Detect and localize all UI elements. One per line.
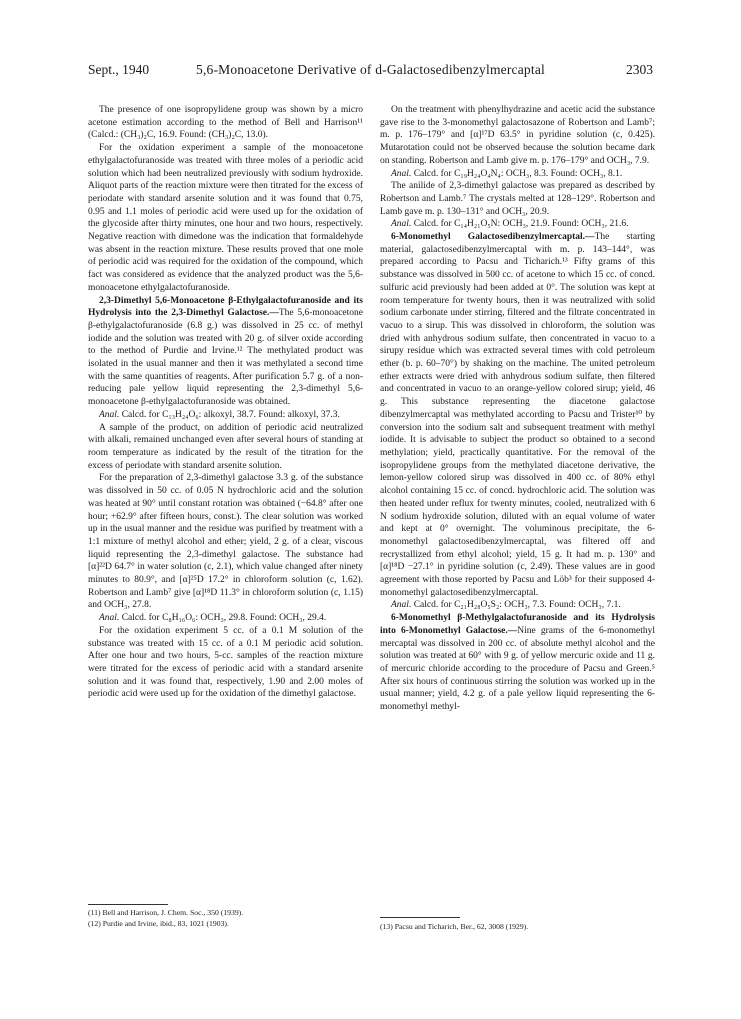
header-title: 5,6-Monoacetone Derivative of d-Galactosedibenzylmercaptal xyxy=(196,62,545,77)
analysis-text: Calcd. for C₁₄H₂₁O₅N: OCH₃, 21.9. Found: OCH₃, 21.6. xyxy=(413,219,629,230)
analysis-text: Calcd. for C₂₁H₂₈O₅S₂: OCH₃, 7.3. Found: OCH₃, 7.1. xyxy=(413,600,621,611)
body-paragraph: The presence of one isopropylidene group was shown by a micro acetone estimation according to the method of Bell and Harrison¹¹ (Calcd.: (CH₃)₂C, 16.9. Found: (CH₃)₂C, 13.0). xyxy=(88,105,363,141)
analysis-line xyxy=(380,168,655,181)
header-date: Sept., 1940 xyxy=(88,62,150,77)
body-paragraph: The anilide of 2,3-dimethyl galactose was prepared as described by Robertson and Lamb.⁷ The crystals melted at 128–129°. Robertson and Lamb gave m. p. 130–131° and OCH₃, 20.9. xyxy=(380,181,655,217)
header-page-number: 2303 xyxy=(626,62,653,77)
footnote: (13) Pacsu and Ticharich, Ber., 62, 3008 (1929). xyxy=(380,922,529,931)
analysis-text: Calcd. for C₁₉H₂₄O₄N₄: OCH₃, 8.3. Found: OCH₃, 8.1. xyxy=(413,168,623,179)
footnote: (12) Purdie and Irvine, ibid., 83, 1021 (1903). xyxy=(88,918,229,928)
section-heading: 6-Monomethyl β-Methylgalactofuranoside and its Hydrolysis into 6-Monomethyl Galactose.— xyxy=(380,613,655,636)
section-paragraph xyxy=(380,231,655,599)
section-heading: 2,3-Dimethyl 5,6-Monoacetone β-Ethylgalactofuranoside and its Hydrolysis into the 2,3-Dimethyl Galactose.— xyxy=(88,295,363,319)
section-paragraph xyxy=(380,612,655,714)
section-text: Nine grams of the 6-monomethyl mercaptal was dissolved in 200 cc. of absolute methyl alcohol and the solution was treated at 60° with 9 g. of yellow mercuric oxide and 11 g. of mercuric chloride according to the procedure of Pacsu and Green.⁵ After six hours of continuous stirring the solution was worked up in the usual manner; yield, 4.2 g. of a pale yellow liquid representing the 6-monomethyl methyl- xyxy=(380,625,655,713)
analysis-lead: Anal. xyxy=(99,613,120,624)
footnotes-left xyxy=(88,908,363,929)
body-paragraph: For the oxidation experiment 5 cc. of a 0.1 M solution of the substance was treated with 15 cc. of a 0.1 M periodic acid solution. After one hour and two hours, 5-cc. samples of the reaction mixture were titrated for the excess of periodic acid with a standard arsenite solution and it was found that, respectively, 1.90 and 2.00 moles of periodic acid were used up for the oxidation of the dimethyl galactose. xyxy=(88,625,363,700)
analysis-lead: Anal. xyxy=(391,168,412,179)
right-column xyxy=(380,104,655,714)
section-text: The 5,6-monoacetone β-ethylgalactofuranoside (6.8 g.) was dissolved in 25 cc. of methyl iodide and the solution was treated with 20 g. of silver oxide according to the method of Purdie and Irvine.¹² The methylated product was isolated in the usual manner and then it was methylated a second time with the same quantities of reagents. After purification 5.7 g. of a non-reducing pale yellow liquid representing the 2,3-dimethyl 5,6-monoacetone β-ethylgalactofuranoside was obtained. xyxy=(88,308,364,408)
running-header xyxy=(88,62,653,82)
section-text: The starting material, galactosedibenzylmercaptal with m. p. 143–144°, was prepared according to Pacsu and Ticharich.¹³ Fifty grams of this substance was dissolved in 500 cc. of acetone to which 15 cc. of concd. sulfuric acid previously had been added at 0°. The solution was kept at room temperature for twenty hours, then it was neutralized with solid sodium carbonate under stirring, filtered and the filtrate concentrated in vacuo to a sirup. This was dissolved in chloroform, the solution was dried with anhydrous sodium sulfate, then concentrated in vacuo to a sirupy residue which was extracted several times with cold petroleum ether (b. p. 60–70°) by shaking on the machine. The united petroleum ether extracts were dried with anhydrous sodium sulfate, then filtered and concentrated in vacuo to an orange-yellow colored sirup; yield, 46 g. This substance representing the diacetone galactose dibenzylmercaptal was methylated according to Pacsu and Trister¹⁰ by conversion into the sodium salt and subsequent treatment with methyl iodide. It is advisable to subject the product so obtained to a second methylation; yield, practically quantitative. For the removal of the isopropylidene groups from the methylated diacetone derivative, the lemon-yellow colored sirup was dissolved in 400 cc. of 80% ethyl alcohol containing 15 cc. of concd. hydrochloric acid. The solution was then heated under reflux for twenty minutes, cooled, neutralized with 6 N sodium hydroxide solution, diluted with an equal volume of water and kept at 0° overnight. The voluminous precipitate, the 6-monomethyl galactosedibenzylmercaptal, was filtered off and recrystallized from ethyl alcohol; yield, 15 g. It had m. p. 130° and [α]¹⁸D −27.1° in pyridine solution (c, 2.49). These values are in good agreement with those reported by Pacsu and Löb³ for their supposed 4-monomethyl galactosedibenzylmercaptal. xyxy=(380,232,656,598)
footnote-rule-left xyxy=(88,904,168,905)
analysis-lead: Anal. xyxy=(391,219,412,230)
body-paragraph: For the preparation of 2,3-dimethyl galactose 3.3 g. of the substance was dissolved in 50 cc. of 0.05 N hydrochloric acid and the solution was heated at 90° until constant rotation was obtained (−64.8° after one hour; +62.9° after fifteen hours, const.). The clear solution was worked up in the usual manner and the residue was purified by treatment with a 1:1 mixture of methyl alcohol and ether; yield, 2 g. of a clear, viscous liquid representing the 2,3-dimethyl galactose. The substance had [α]²²D 64.7° in water solution (c, 2.1), which value changed after ninety minutes to 80.9°, and [α]²⁵D 17.2° in chloroform solution (c, 1.62). Robertson and Lamb⁷ give [α]¹⁸D 11.3° in chloroform solution (c, 1.15) and OCH₃, 27.8. xyxy=(88,473,363,611)
section-paragraph xyxy=(88,295,363,409)
footnotes-right xyxy=(380,922,655,933)
analysis-line xyxy=(88,409,363,422)
analysis-line xyxy=(380,218,655,231)
analysis-line xyxy=(88,612,363,625)
analysis-lead: Anal. xyxy=(391,600,412,611)
analysis-text: Calcd. for C₁₃H₂₄O₆: alkoxyl, 38.7. Found: alkoxyl, 37.3. xyxy=(121,409,340,420)
body-paragraph: For the oxidation experiment a sample of the monoacetone ethylgalactofuranoside was treated with three moles of a periodic acid solution which had been neutralized previously with sodium hydroxide. Aliquot parts of the reaction mixture were then titrated for the excess of periodate with standard arsenite solution and it was found that 0.75, 0.95 and 1.1 moles of periodic acid were used up for the oxidation of the glycoside after thirty minutes, one hour and two hours, respectively. Negative reaction with dimedone was the indication that formaldehyde was absent in the reaction mixture. These results proved that one mole of periodic acid was required for the oxidation of the compound, which fact was considered as evidence that the analyzed product was the 5,6-monoacetone ethylgalactofuranoside. xyxy=(88,143,363,293)
footnote: (11) Bell and Harrison, J. Chem. Soc., 350 (1939). xyxy=(88,908,244,917)
body-paragraph: A sample of the product, on addition of periodic acid neutralized with alkali, remained unchanged even after several hours of standing at room temperature as indicated by the result of the titration for the excess of periodate with standard arsenite solution. xyxy=(88,422,363,471)
analysis-lead: Anal. xyxy=(99,409,120,420)
body-paragraph: On the treatment with phenylhydrazine and acetic acid the substance gave rise to the 3-monomethyl galactosazone of Robertson and Lamb⁷; m. p. 176–179° and [α]¹⁷D 63.5° in pyridine solution (c, 0.425). Mutarotation could not be observed because the solution became dark on standing. Robertson and Lamb give m. p. 176–179° and OCH₃, 7.9. xyxy=(380,105,655,166)
left-column xyxy=(88,104,363,701)
section-heading: 6-Monomethyl Galactosedibenzylmercaptal.— xyxy=(391,232,595,243)
footnote-rule-right xyxy=(380,917,460,918)
analysis-text: Calcd. for C₈H₁₆O₆: OCH₃, 29.8. Found: OCH₃, 29.4. xyxy=(121,613,327,624)
analysis-line xyxy=(380,599,655,612)
